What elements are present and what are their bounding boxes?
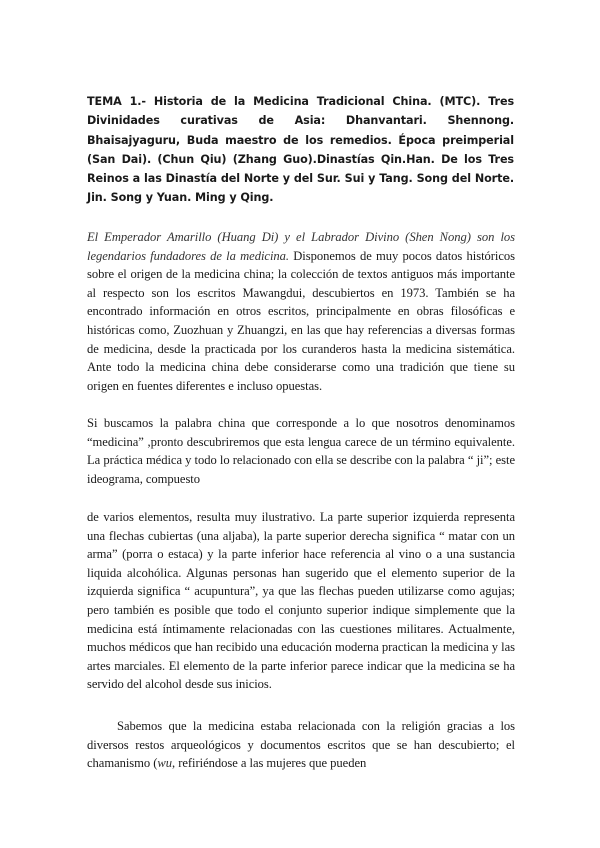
paragraph-intro	[87, 228, 515, 395]
paragraph-religion-text-b: , refiriéndose a las mujeres que pueden	[172, 756, 367, 771]
paragraph-ideogram: de varios elementos, resulta muy ilustrativo. La parte superior izquierda representa una flechas cubiertas (una aljaba), la parte superior derecha significa “ matar con un arma” (porra o estaca) y la parte inferior hace referencia al vino o a una sustancia liquida alcohólica. Algunas personas han sugerido que el elemento superior de la izquierda significa “ acupuntura”, ya que las flechas pueden utilizarse como agujas; pero también es posible que todo el conjunto superior indique simplemente que la medicina está íntimamente relacionadas con las cuestiones militares. Actualmente, muchos médicos que han recibido una educación moderna practican la medicina y las artes marciales. El elemento de la parte inferior parece indicar que la medicina se ha servido del alcohol desde sus inicios.	[87, 510, 515, 692]
document-heading: TEMA 1.- Historia de la Medicina Tradicional China. (MTC). Tres Divinidades curativas de Asia: Dhanvantari. Shennong. Bhaisajyaguru, Buda maestro de los remedios. Época preimperial (San Dai). (Chun Qiu) (Zhang Guo).Dinastías Qin.Han. De los Tres Reinos a las Dinastía del Norte y del Sur. Sui y Tang. Song del Norte. Jin. Song y Yuan. Ming y Qing.	[87, 95, 514, 205]
paragraph-intro-text: Disponemos de muy pocos datos históricos sobre el origen de la medicina china; la colección de textos antiguos más importante al respecto son los escritos Mawangdui, descubiertos en 1973. También se ha encontrado información en otros escritos, principalmente en obras filosóficas e históricas como, Zuozhuan y Zhuangzi, en las que hay referencias a diversas formas de medicina, desde la practicada por los curanderos hasta la medicina sistemática. Ante todo la medicina china debe considerarse como una tradición que tiene su origen en fuentes diferentes e incluso opuestas.	[87, 248, 515, 393]
paragraph-intro-italic: El Emperador Amarillo (Huang Di) y el Labrador Divino (Shen Nong) son los legendarios fundadores de la medicina.	[87, 230, 515, 263]
paragraph-religion-italic: wu	[157, 756, 173, 771]
paragraph-religion	[87, 717, 515, 773]
paragraph-religion-text-a: Sabemos que la medicina estaba relacionada con la religión gracias a los diversos restos arqueológicos y documentos escritos que se han descubierto; el chamanismo (	[87, 719, 515, 771]
paragraph-medicina-word: Si buscamos la palabra china que corresponde a lo que nosotros denominamos “medicina” ,pronto descubriremos que esta lengua carece de un término equivalente. La práctica médica y todo lo relacionado con ella se describe con la palabra “ ji”; este ideograma, compuesto	[87, 416, 515, 486]
